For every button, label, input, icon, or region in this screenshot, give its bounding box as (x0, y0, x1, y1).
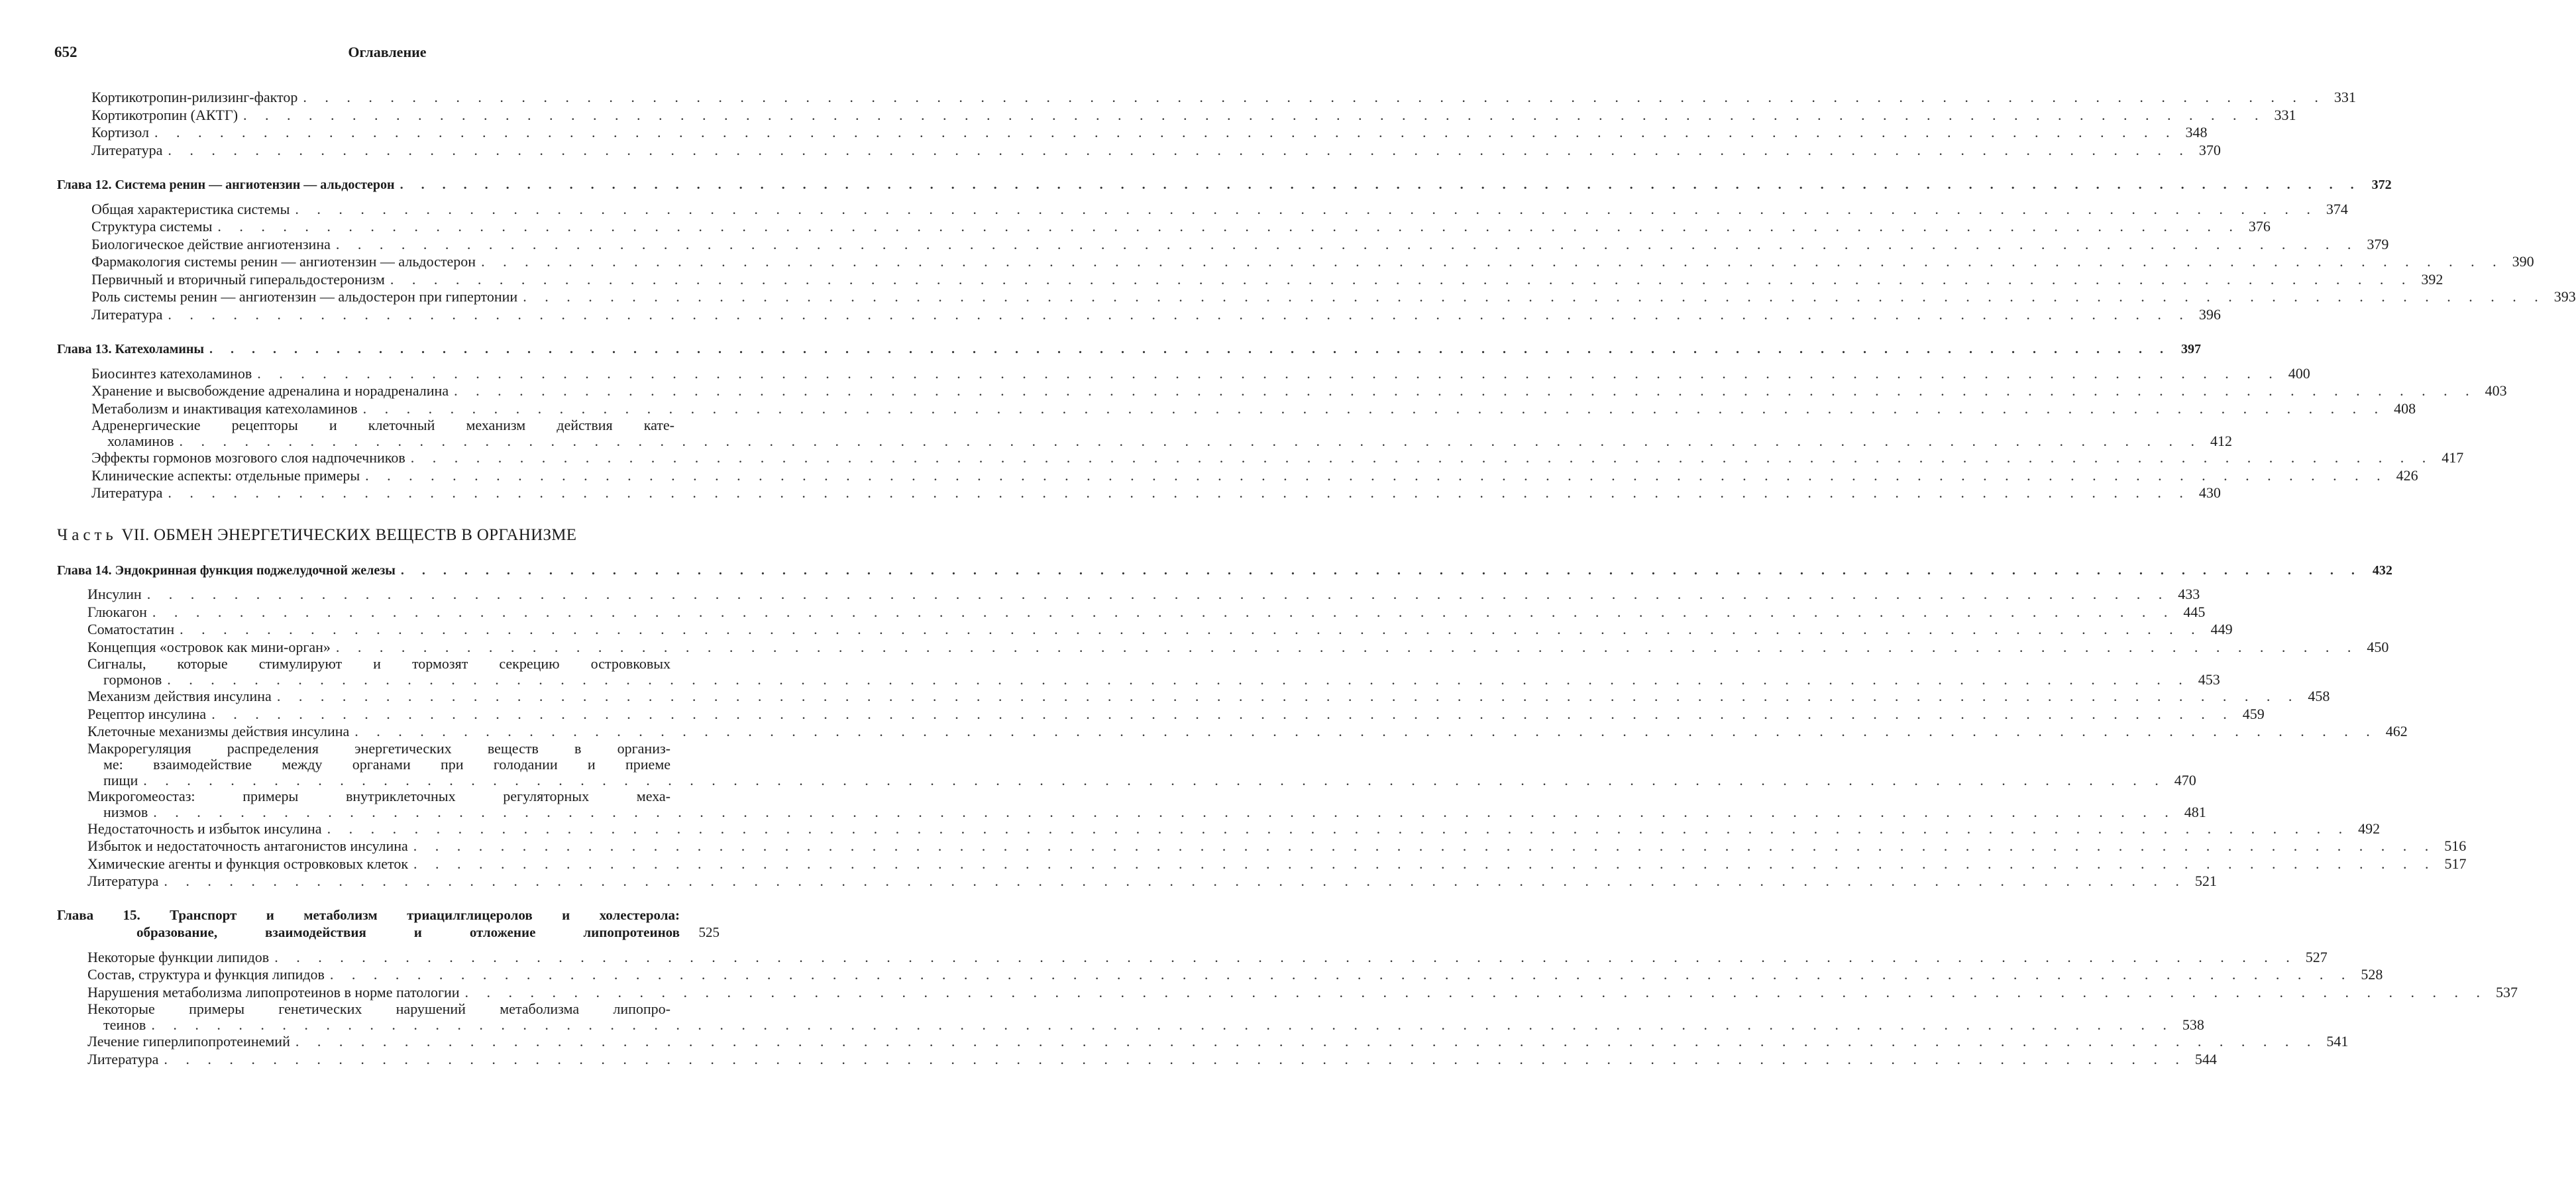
toc-entry[interactable] (57, 621, 2233, 639)
leader-dots (395, 176, 2361, 194)
entry-page: 544 (2194, 1050, 2217, 1067)
table-of-contents (57, 89, 2576, 1068)
entry-title: Кортизол (91, 124, 149, 140)
toc-chapter-14[interactable] (57, 562, 2392, 580)
entry-page: 426 (2396, 466, 2418, 484)
toc-entry[interactable] (57, 449, 2464, 467)
toc-section-ch14-b (57, 688, 2408, 741)
leader-dots (204, 341, 2171, 358)
entry-page: 430 (2198, 484, 2221, 501)
leader-dots (162, 672, 2190, 688)
entry-title: Фармакология системы ренин — ангиотензин — альдостерон (91, 253, 476, 270)
entry-line: низмов (103, 803, 148, 820)
toc-entry[interactable] (57, 305, 2221, 324)
toc-section-ch15-b (57, 1033, 2349, 1068)
chapter-title: Глава 13. Катехоламины (57, 342, 204, 356)
toc-entry[interactable] (57, 141, 2221, 160)
leader-dots (138, 773, 2166, 788)
leader-dots (331, 639, 2359, 657)
leader-dots (162, 306, 2190, 324)
entry-line: пищи (103, 771, 138, 788)
entry-title: Клеточные механизмы действия инсулина (87, 723, 350, 739)
entry-page: 450 (2367, 638, 2389, 655)
toc-entry[interactable] (57, 106, 2296, 125)
toc-entry[interactable] (57, 705, 2265, 724)
running-title: Оглавление (348, 44, 427, 60)
leader-dots (290, 201, 2318, 219)
leader-dots (148, 804, 2176, 820)
entry-title: Инсулин (87, 586, 142, 602)
entry-title: Клинические аспекты: отдельные примеры (91, 466, 360, 484)
leader-dots (162, 484, 2190, 502)
toc-section-ch14-c (57, 820, 2467, 891)
leader-dots (174, 433, 2202, 449)
leader-dots (408, 837, 2436, 855)
entry-page: 470 (2174, 771, 2196, 788)
leader-dots (517, 288, 2546, 306)
entry-title: Состав, структура и функция липидов (87, 966, 325, 983)
leader-dots (385, 271, 2413, 289)
toc-entry[interactable] (57, 382, 2507, 400)
entry-title: Химические агенты и функция островковых клеток (87, 855, 409, 872)
entry-page: 521 (2194, 873, 2217, 889)
entry-title: Метаболизм и инактивация катехоламинов (91, 400, 358, 417)
toc-entry[interactable] (57, 586, 2200, 604)
entry-title: Лечение гиперлипопротеинемий (87, 1033, 290, 1050)
entry-title: Нарушения метаболизма липопротеинов в норме патологии (87, 983, 460, 1000)
toc-section-ch12 (57, 200, 2576, 324)
entry-line: Микрогомеостаз: примеры внутриклеточных регуляторных меха- (87, 787, 671, 804)
entry-title: Литература (91, 141, 163, 158)
entry-page: 403 (2485, 382, 2507, 399)
toc-section-ch14-a (57, 586, 2389, 656)
toc-entry[interactable] (57, 837, 2467, 855)
entry-page: 379 (2367, 235, 2389, 252)
entry-page: 516 (2444, 837, 2467, 854)
leader-dots (206, 706, 2234, 724)
toc-entry[interactable] (57, 124, 2208, 142)
page-number: 652 (54, 44, 78, 60)
toc-section-ch11-tail (57, 89, 2356, 159)
entry-line: холаминов (107, 433, 174, 449)
chapter-title-line: Глава 15. Транспорт и метаболизм триацилглицеролов и холестерола: (57, 906, 680, 923)
entry-page: 528 (2361, 966, 2383, 983)
toc-entry[interactable] (57, 983, 2518, 1002)
leader-dots (142, 586, 2170, 604)
leader-dots (158, 1051, 2186, 1069)
entry-title: Кортикотропин-рилизинг-фактор (91, 89, 298, 105)
entry-page: 408 (2394, 400, 2416, 417)
leader-dots (360, 467, 2388, 485)
toc-entry[interactable] (57, 253, 2534, 271)
toc-entry-multiline[interactable] (57, 655, 2220, 688)
leader-dots (449, 382, 2477, 400)
entry-page: 459 (2242, 705, 2265, 722)
entry-page: 348 (2185, 124, 2208, 140)
entry-page: 331 (2274, 106, 2296, 123)
toc-chapter-15[interactable] (57, 906, 720, 941)
toc-entry[interactable] (57, 873, 2217, 891)
part-title: VII. ОБМЕН ЭНЕРГЕТИЧЕСКИХ ВЕЩЕСТВ В ОРГАНИЗМЕ (121, 525, 577, 544)
entry-line: Сигналы, которые стимулируют и тормозят секрецию островковых (87, 655, 671, 672)
page-header (54, 44, 720, 70)
entry-page: 396 (2198, 305, 2221, 323)
leader-dots (476, 253, 2504, 271)
entry-title: Глюкагон (87, 603, 147, 620)
entry-title: Литература (87, 873, 159, 889)
toc-part-7[interactable] (57, 526, 720, 545)
toc-entry[interactable] (57, 466, 2418, 485)
entry-title: Соматостатин (87, 621, 175, 637)
leader-dots (238, 107, 2266, 125)
entry-title: Первичный и вторичный гиперальдостеронизм (91, 270, 385, 288)
toc-entry[interactable] (57, 400, 2416, 418)
part-prefix: Часть (57, 525, 117, 544)
entry-page: 374 (2326, 200, 2348, 217)
toc-entry-multiline[interactable] (57, 739, 2196, 788)
leader-dots (269, 949, 2297, 967)
toc-entry[interactable] (57, 638, 2389, 657)
toc-entry[interactable] (57, 270, 2443, 289)
toc-entry[interactable] (57, 723, 2408, 741)
leader-dots (146, 1017, 2174, 1033)
entry-title: Рецептор инсулина (87, 705, 207, 722)
toc-entry[interactable] (57, 603, 2206, 621)
entry-line: Адренергические рецепторы и клеточный механизм действия кате- (91, 417, 674, 433)
entry-page: 331 (2334, 89, 2356, 105)
entry-page: 400 (2288, 364, 2310, 382)
toc-section-ch13-a (57, 364, 2507, 418)
toc-entry-multiline[interactable] (57, 417, 2232, 449)
toc-entry[interactable] (57, 200, 2348, 219)
toc-section-ch13-b (57, 449, 2464, 502)
entry-page: 517 (2444, 855, 2467, 872)
entry-page: 449 (2210, 621, 2233, 637)
entry-title: Литература (91, 484, 163, 501)
entry-title: Биологическое действие ангиотензина (91, 235, 331, 252)
toc-entry[interactable] (57, 484, 2221, 502)
toc-entry[interactable] (57, 688, 2330, 706)
leader-dots (174, 621, 2202, 639)
toc-entry[interactable] (57, 966, 2383, 984)
entry-page: 445 (2183, 603, 2206, 620)
toc-entry[interactable] (57, 218, 2271, 236)
entry-page: 462 (2385, 723, 2408, 739)
entry-title: Избыток и недостаточность антагонистов инсулина (87, 837, 408, 854)
entry-page: 393 (2553, 288, 2576, 305)
chapter-page: 432 (2372, 563, 2392, 578)
entry-page: 453 (2198, 671, 2220, 688)
entry-title: Общая характеристика системы (91, 200, 290, 217)
entry-page: 537 (2496, 983, 2518, 1000)
leader-dots (147, 604, 2175, 621)
entry-line: ме: взаимодействие между органами при голодании и приеме (103, 755, 671, 773)
chapter-title: Глава 14. Эндокринная функция поджелудочной железы (57, 563, 396, 578)
entry-page: 376 (2248, 218, 2271, 235)
toc-entry-multiline[interactable] (57, 1000, 2204, 1033)
leader-dots (408, 855, 2436, 873)
leader-dots (212, 218, 2240, 236)
entry-page: 481 (2184, 803, 2206, 820)
toc-entry[interactable] (57, 820, 2381, 838)
toc-section-ch15-a (57, 948, 2518, 1002)
leader-dots (460, 984, 2488, 1002)
toc-entry[interactable] (57, 1033, 2349, 1051)
entry-page: 392 (2421, 270, 2443, 288)
toc-entry[interactable] (57, 89, 2356, 107)
entry-title: Литература (87, 1050, 159, 1067)
entry-title: Эффекты гормонов мозгового слоя надпочечников (91, 449, 405, 466)
entry-title: Структура системы (91, 218, 213, 235)
entry-page: 492 (2358, 820, 2381, 837)
entry-page: 417 (2442, 449, 2464, 466)
leader-dots (252, 365, 2280, 383)
entry-title: Некоторые функции липидов (87, 948, 270, 965)
entry-title: Роль системы ренин — ангиотензин — альдостерон при гипертонии (91, 288, 518, 305)
toc-entry[interactable] (57, 1050, 2217, 1069)
entry-page: 370 (2198, 141, 2221, 158)
leader-dots (297, 89, 2326, 107)
leader-dots (322, 820, 2350, 838)
toc-entry[interactable] (57, 855, 2467, 873)
entry-title: Механизм действия инсулина (87, 688, 272, 704)
toc-entry-multiline[interactable] (57, 787, 2206, 820)
leader-dots (331, 236, 2359, 254)
leader-dots (349, 723, 2377, 741)
entry-line: Макрорегуляция распределения энергетических веществ в организ- (87, 739, 671, 757)
entry-page: 527 (2305, 948, 2328, 965)
entry-title: Недостаточность и избыток инсулина (87, 820, 322, 837)
entry-line: Некоторые примеры генетических нарушений метаболизма липопро- (87, 1000, 671, 1017)
chapter-title-line: образование, взаимодействия и отложение липопротеинов (136, 924, 680, 940)
toc-chapter-12[interactable] (57, 176, 2392, 194)
entry-line: гормонов (103, 671, 162, 688)
leader-dots (325, 966, 2353, 984)
leader-dots (405, 449, 2434, 467)
entry-title: Литература (91, 305, 163, 323)
leader-dots (158, 873, 2186, 891)
leader-dots (149, 124, 2177, 142)
toc-entry[interactable] (57, 288, 2576, 306)
entry-page: 458 (2308, 688, 2330, 704)
chapter-page: 397 (2181, 342, 2201, 356)
entry-page: 412 (2210, 433, 2232, 449)
toc-chapter-13[interactable] (57, 341, 2201, 358)
leader-dots (396, 562, 2362, 580)
chapter-page: 525 (698, 924, 720, 940)
toc-entry[interactable] (57, 235, 2389, 254)
entry-title: Хранение и высвобождение адреналина и норадреналина (91, 382, 449, 399)
entry-page: 433 (2178, 586, 2200, 602)
toc-entry[interactable] (57, 364, 2310, 383)
toc-entry[interactable] (57, 948, 2328, 967)
entry-line: теинов (103, 1016, 146, 1033)
leader-dots (272, 688, 2300, 706)
chapter-title: Глава 12. Система ренин — ангиотензин — альдостерон (57, 178, 395, 192)
chapter-page: 372 (2371, 178, 2392, 192)
leader-dots (290, 1033, 2318, 1051)
entry-title: Концепция «островок как мини-орган» (87, 638, 331, 655)
leader-dots (358, 400, 2386, 418)
entry-title: Биосинтез катехоламинов (91, 364, 252, 382)
entry-page: 541 (2326, 1033, 2349, 1050)
entry-page: 538 (2182, 1016, 2204, 1033)
entry-title: Кортикотропин (АКТГ) (91, 106, 239, 123)
entry-page: 390 (2512, 253, 2534, 270)
leader-dots (162, 142, 2190, 160)
